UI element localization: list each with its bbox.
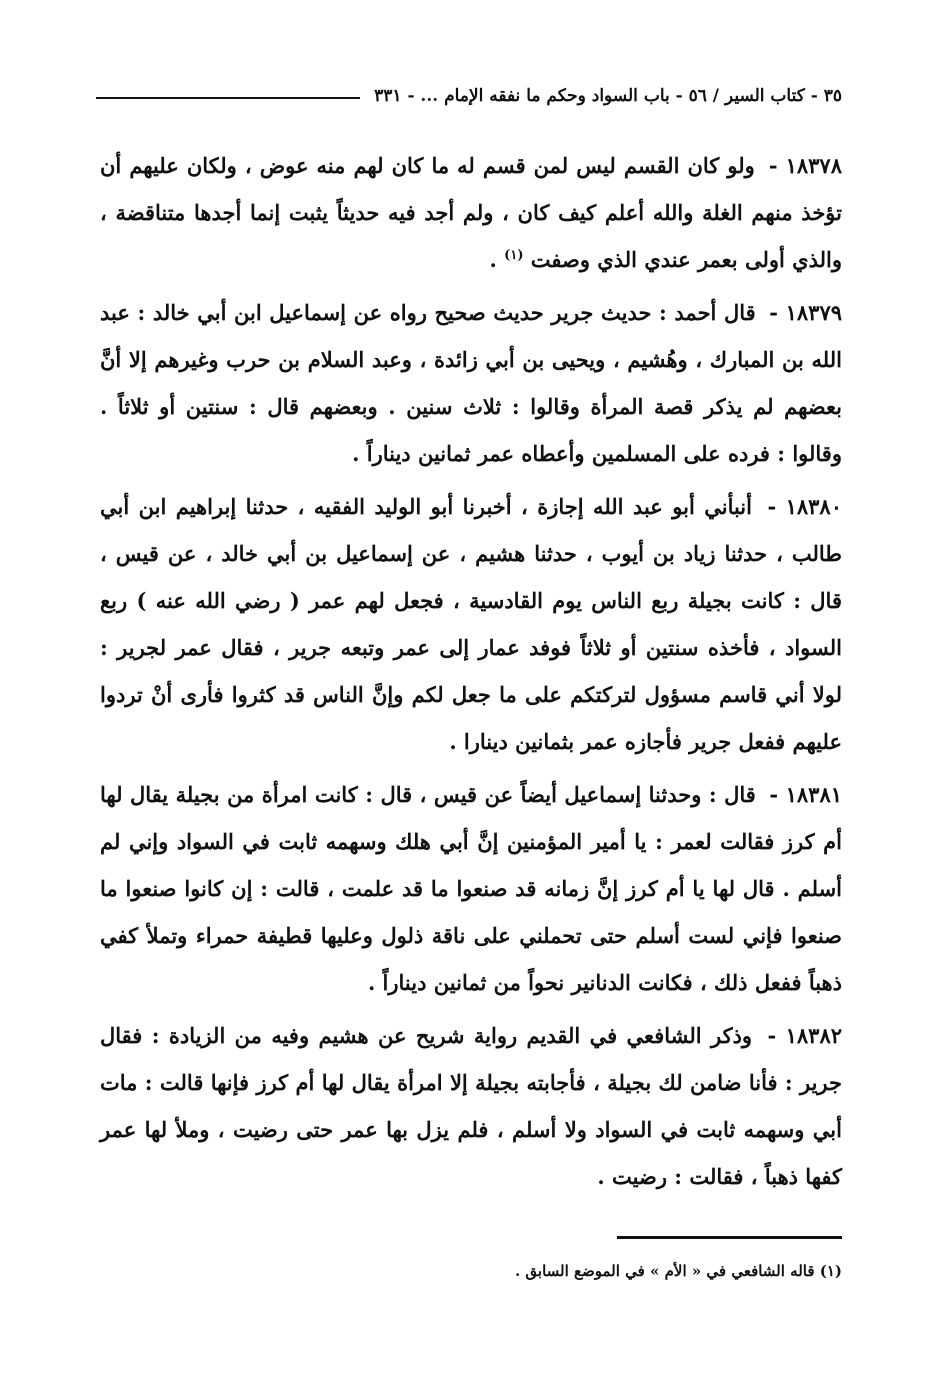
paragraph-18378 bbox=[100, 142, 842, 283]
running-header bbox=[96, 80, 842, 112]
paragraph-text: أنبأني أبو عبد الله إجازة ، أخبرنا أبو الوليد الفقيه ، حدثنا إبراهيم ابن أبي طالب ، حدثنا زياد بن أيوب ، حدثنا هشيم ، عن إسماعيل بن أبي خالد ، عن قيس ، قال : كانت بجيلة ربع الناس يوم القادسية ، فجعل لهم عمر ( رضي الله عنه ) ربع السواد ، فأخذه سنتين أو ثلاثاً فوفد عمار إلى عمر وتبعه جرير ، فقال عمر لجرير : لولا أني قاسم مسؤول لتركتكم على ما جعل لكم وإنَّ الناس قد كثروا فأرى أنْ تردوا عليهم ففعل جرير فأجازه عمر بثمانين دينارا . bbox=[100, 494, 842, 754]
paragraph-text: قال أحمد : حديث جرير حديث صحيح رواه عن إسماعيل ابن أبي خالد : عبد الله بن المبارك ، وهُشيم ، ويحيى بن أبي زائدة ، وعبد السلام بن حرب وغيرهم إلا أنَّ بعضهم لم يذكر قصة المرأة وقالوا : ثلاث سنين . وبعضهم قال : سنتين أو ثلاثاً . وقالوا : فرده على المسلمين وأعطاه عمر ثمانين ديناراً . bbox=[100, 300, 842, 466]
paragraph-number: ١٨٣٧٨ - bbox=[768, 153, 842, 178]
paragraph-number: ١٨٣٨٢ - bbox=[767, 1023, 843, 1048]
header-rule bbox=[96, 97, 360, 99]
paragraph-text: وذكر الشافعي في القديم رواية شريح عن هشيم وفيه من الزيادة : فقال جرير : فأنا ضامن لك بجيلة ، فأجابته بجيلة إلا امرأة يقال لها أم كرز فإنها قالت : مات أبي وسهمه ثابت في السواد ولا أسلم ، فلم يزل بها عمر حتى رضيت ، وملأ لها عمر كفها ذهباً ، فقالت : رضيت . bbox=[100, 1023, 842, 1189]
paragraph-end: . bbox=[489, 247, 505, 272]
footnote-separator bbox=[617, 1236, 842, 1239]
header-text: ٣٥ - كتاب السير / ٥٦ - باب السواد وحكم ما نفقه الإمام ... - ٣٣١ bbox=[374, 86, 842, 106]
footnote-reference[interactable]: (١) bbox=[504, 248, 524, 263]
paragraph-18380 bbox=[100, 483, 842, 765]
paragraph-number: ١٨٣٧٩ - bbox=[769, 300, 843, 325]
footnote: (١) قاله الشافعي في « الأم » في الموضع السابق . bbox=[514, 1262, 842, 1280]
paragraph-18382 bbox=[100, 1012, 842, 1200]
paragraph-18381 bbox=[100, 771, 842, 1006]
paragraph-number: ١٨٣٨١ - bbox=[769, 782, 843, 807]
paragraph-18379 bbox=[100, 289, 842, 477]
paragraph-text: قال : وحدثنا إسماعيل أيضاً عن قيس ، قال : كانت امرأة من بجيلة يقال لها أم كرز فقالت لعمر : يا أمير المؤمنين إنَّ أبي هلك وسهمه ثابت في السواد وإني لم أسلم . قال لها يا أم كرز إنَّ زمانه قد صنعوا ما قد علمت ، قالت : إن كانوا صنعوا ما صنعوا فإني لست أسلم حتى تحملني على ناقة ذلول وعليها قطيفة حمراء وتملأ كفي ذهباً ففعل ذلك ، فكانت الدنانير نحواً من ثمانين ديناراً . bbox=[100, 782, 842, 995]
paragraph-number: ١٨٣٨٠ - bbox=[767, 494, 842, 519]
main-text bbox=[100, 142, 842, 1206]
paragraph-text: ولو كان القسم ليس لمن قسم له ما كان لهم منه عوض ، ولكان عليهم أن تؤخذ منهم الغلة والله أعلم كيف كان ، ولم أجد فيه حديثاً يثبت إنما أجدها متناقضة ، والذي أولى بعمر عندي الذي وصفت bbox=[100, 153, 842, 272]
